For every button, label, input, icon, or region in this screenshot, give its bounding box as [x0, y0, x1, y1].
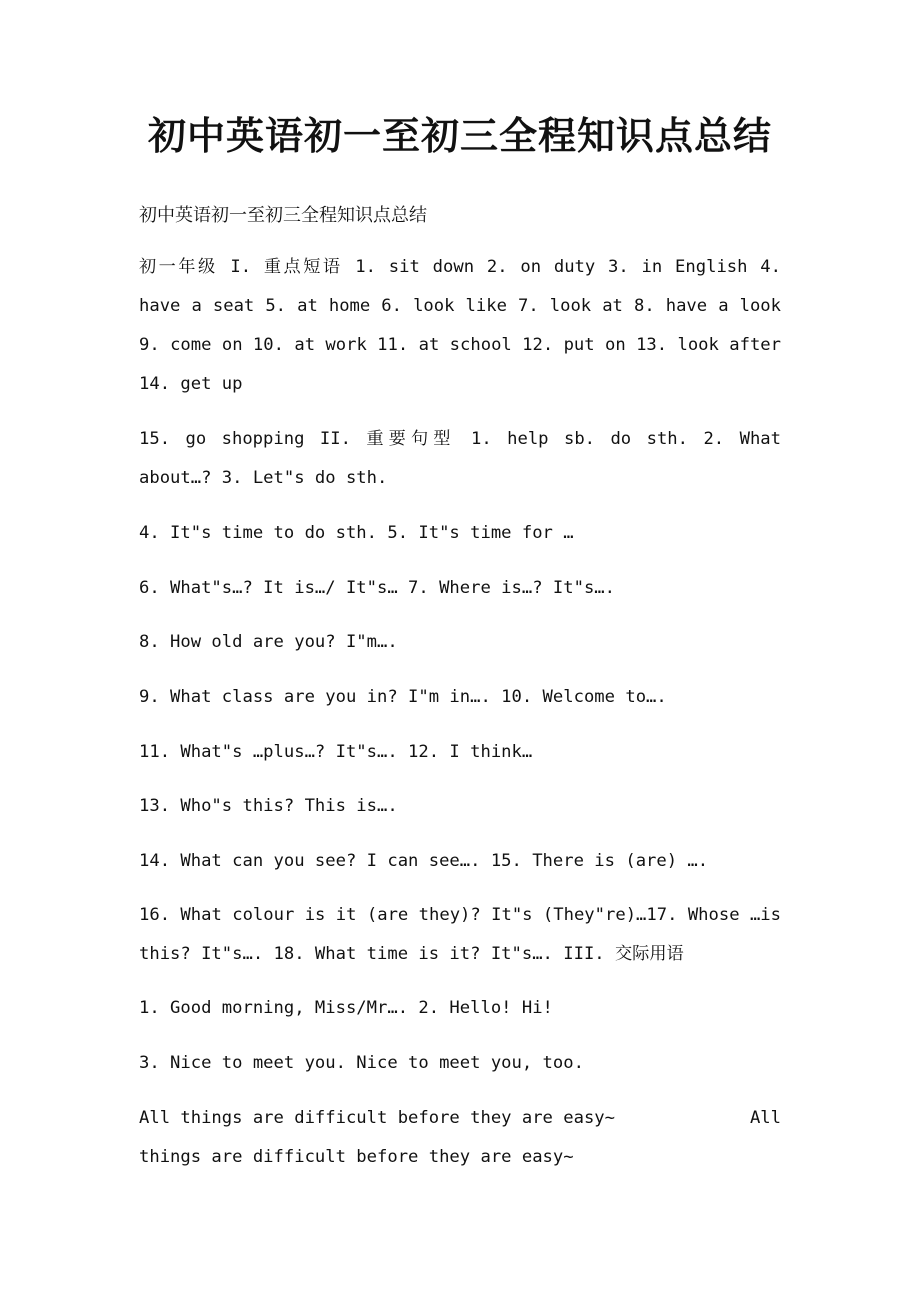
paragraph-5: 8. How old are you? I"m…. [139, 632, 398, 652]
paragraph-11: 1. Good morning, Miss/Mr…. 2. Hello! Hi! [139, 998, 553, 1018]
paragraph-12: 3. Nice to meet you. Nice to meet you, too. [139, 1053, 584, 1073]
paragraph-2: 15. go shopping II. 重要句型 1. help sb. do sth. 2. What about…? 3. Let"s do sth. [139, 429, 781, 488]
paragraph-10: 16. What colour is it (are they)? It"s (They"re)…17. Whose …is this? It"s…. 18. What time is it? It"s…. III. 交际用语 [139, 905, 781, 964]
paragraph-3: 4. It"s time to do sth. 5. It"s time for … [139, 523, 574, 543]
footer-line-2: things are difficult before they are easy~ [139, 1147, 574, 1167]
document-title: 初中英语初一至初三全程知识点总结 [147, 113, 772, 158]
document-subtitle: 初中英语初一至初三全程知识点总结 [139, 205, 427, 226]
paragraph-9: 14. What can you see? I can see…. 15. There is (are) …. [139, 851, 709, 871]
paragraph-1: 初一年级 I. 重点短语 1. sit down 2. on duty 3. in English 4. have a seat 5. at home 6. look like 7. look at 8. have a look 9. come on 10. at work 11. at school 12. put on 13. look after 14. get up [139, 257, 781, 394]
footer-line-1 [139, 1099, 781, 1138]
paragraph-7: 11. What"s …plus…? It"s…. 12. I think… [139, 742, 533, 762]
paragraph-8: 13. Who"s this? This is…. [139, 796, 398, 816]
paragraph-4: 6. What"s…? It is…/ It"s… 7. Where is…? It"s…. [139, 578, 615, 598]
paragraph-6: 9. What class are you in? I"m in…. 10. Welcome to…. [139, 687, 667, 707]
footer-line-1-left: All things are difficult before they are easy~ [139, 1108, 615, 1128]
footer-line-1-right: All [749, 1108, 781, 1128]
